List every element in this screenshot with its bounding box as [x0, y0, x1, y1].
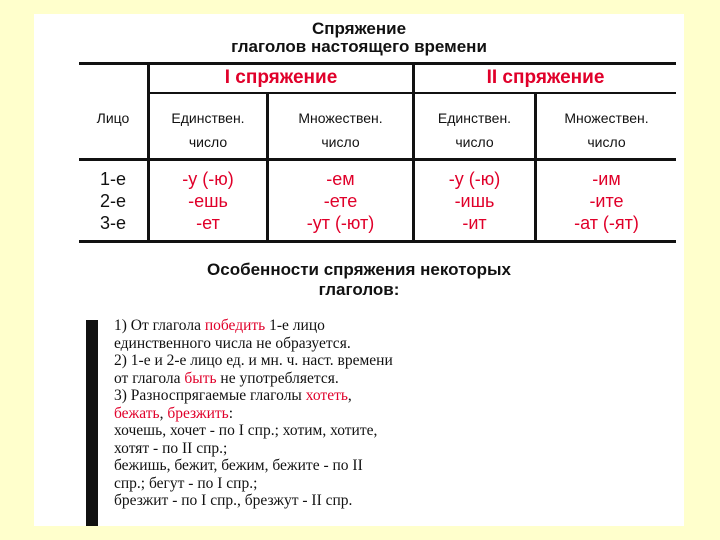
slide-sheet	[34, 14, 684, 526]
conj2-singular-endings	[415, 168, 534, 234]
highlight-verb: брезжить	[167, 404, 229, 422]
ending: -ет	[196, 213, 220, 233]
conj2-singular-header	[415, 110, 534, 150]
page-title-line2: глаголов настоящего времени	[231, 37, 487, 56]
rule-text: 1) От глагола	[114, 317, 205, 334]
conj2-plural-header	[537, 110, 676, 150]
rule-1-line2: единственного числа не образуется.	[114, 334, 351, 352]
table-divider-subheader	[147, 92, 676, 94]
features-title-line1: Особенности спряжения некоторых	[207, 260, 511, 279]
plural-label: Множествен.	[564, 110, 649, 126]
number-label: число	[188, 134, 228, 150]
person-column	[79, 168, 147, 234]
rule-3-line4: хотят - по II спр.;	[114, 439, 228, 457]
conj2-plural-endings	[537, 168, 676, 234]
rule-text: ,	[347, 387, 352, 404]
rule-text: от глагола	[114, 369, 185, 387]
conj1-singular-endings	[150, 168, 266, 234]
rules-list	[114, 317, 679, 510]
ending: -ат (-ят)	[574, 213, 639, 233]
singular-label: Единствен.	[171, 110, 245, 126]
ending: -у (-ю)	[182, 169, 234, 189]
conj1-singular-header	[150, 110, 266, 150]
rule-3-line7: брезжит - по I спр., брезжут - II спр.	[114, 492, 353, 509]
table-divider-header	[79, 158, 676, 161]
person-header: Лицо	[96, 110, 130, 126]
ending: -ите	[589, 191, 624, 211]
person-3: 3-е	[99, 213, 126, 233]
highlight-verb: хотеть	[305, 387, 348, 404]
table-border-bottom	[79, 240, 676, 243]
singular-label: Единствен.	[437, 110, 512, 126]
rule-text: 3) Разноспрягаемые глаголы	[114, 387, 306, 404]
features-title-line2: глаголов:	[318, 280, 400, 299]
plural-label: Множествен.	[298, 110, 383, 126]
highlight-verb: победить	[204, 317, 266, 334]
rule-2-line2	[114, 370, 679, 388]
number-label: число	[587, 134, 626, 150]
conj2-header: II спряжение	[486, 67, 605, 88]
person-2: 2-е	[99, 191, 126, 211]
number-label: число	[455, 134, 494, 150]
rule-text: :	[228, 404, 234, 422]
page-title-line1: Спряжение	[311, 19, 407, 38]
highlight-verb: быть	[184, 369, 217, 387]
ending: -ит	[462, 213, 487, 233]
ending: -ишь	[454, 191, 495, 211]
number-label: число	[321, 134, 360, 150]
rule-3-line1	[114, 387, 679, 405]
conj1-plural-header	[269, 110, 412, 150]
ending: -ете	[323, 191, 358, 211]
ending: -ем	[326, 169, 355, 189]
rule-text: не употребляется.	[216, 369, 339, 387]
ending: -ешь	[188, 191, 228, 211]
rules-accent-bar	[86, 320, 98, 526]
conj1-plural-endings	[269, 168, 412, 234]
rule-3-line5: бежишь, бежит, бежим, бежите - по II	[114, 457, 363, 474]
rule-3-line3: хочешь, хочет - по I спр.; хотим, хотите,	[114, 422, 378, 439]
rule-3-line2	[114, 405, 679, 423]
ending: -ут (-ют)	[306, 213, 375, 233]
highlight-verb: бежать	[114, 404, 160, 422]
rule-1-line1	[114, 317, 679, 335]
ending: -им	[592, 169, 621, 189]
ending: -у (-ю)	[448, 169, 501, 189]
rule-3-line6: спр.; бегут - по I спр.;	[114, 474, 258, 492]
person-1: 1-е	[99, 169, 126, 189]
rule-text: 1-е лицо	[265, 317, 325, 334]
rule-text: ,	[159, 404, 168, 422]
conj1-header: I спряжение	[224, 67, 338, 88]
table-border-top	[79, 62, 676, 65]
conjugation-table	[79, 62, 676, 244]
rule-2-line1: 2) 1-е и 2-е лицо ед. и мн. ч. наст. времени	[114, 352, 393, 369]
